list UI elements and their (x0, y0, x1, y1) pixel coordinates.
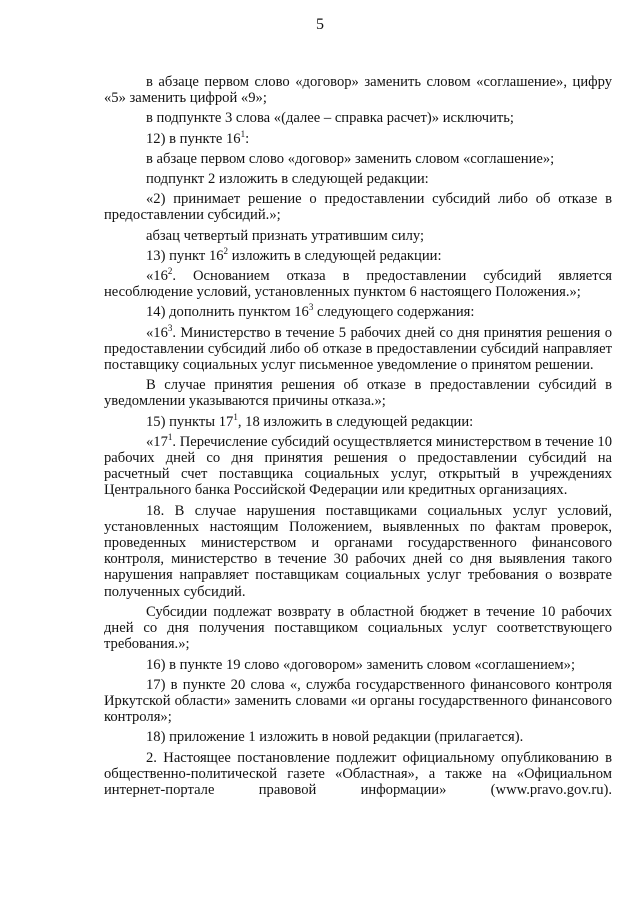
paragraph: 14) дополнить пунктом $16^3$ следующего содержания: (146, 302, 475, 321)
superscript: 1 (233, 411, 238, 422)
paragraph: в абзаце первом слово «договор» заменить словом «соглашение»; (146, 150, 555, 167)
paragraph: в подпункте 3 слова «(далее – справка расчет)» исключить; (146, 110, 514, 127)
paragraph: 2. Настоящее постановление подлежит официальному опубликованию в общественно-политической газете «Областная», а также на «Официальном интернет-портале правовой информации» (www.pravo.gov.ru). (104, 749, 612, 798)
paragraph: «$17^1$. Перечисление субсидий осуществляется министерством в течение 10 рабочих дней со дня принятия решения о предоставлении субсидий на расчетный счет поставщика социальных услуг, открытый в учреждениях Центрального банка Российской Федерации или кредитных организациях. (104, 432, 612, 499)
superscript: 1 (240, 128, 246, 139)
page-number: 5 (316, 16, 324, 33)
paragraph: 13) пункт $16^2$ изложить в следующей редакции: (146, 245, 442, 264)
superscript: 2 (167, 266, 173, 277)
paragraph: «$16^2$. Основанием отказа в предоставлении субсидий является несоблюдение условий, установленных пунктом 6 настоящего Положения.»; (104, 266, 612, 301)
paragraph: «$16^3$. Министерство в течение 5 рабочих дней со дня принятия решения о предоставлении субсидий либо об отказе в предоставлении субсидий направляет поставщику социальных услуг письменное уведомление о принятом решении. (104, 322, 612, 374)
paragraph: Субсидии подлежат возврату в областной бюджет в течение 10 рабочих дней со дня получения поставщиком социальных услуг соответствующего требования.»; (104, 603, 612, 653)
paragraph: подпункт 2 изложить в следующей редакции: (146, 171, 429, 188)
superscript: 1 (167, 432, 173, 442)
superscript: 3 (167, 322, 173, 333)
document-body (104, 74, 612, 802)
paragraph: 15) пункты $17^1$, 18 изложить в следующей редакции: (146, 411, 474, 430)
paragraph: 18) приложение 1 изложить в новой редакции (прилагается). (146, 729, 524, 746)
paragraph: 18. В случае нарушения поставщиками социальных услуг условий, установленных настоящим Положением, выявленных по фактам проверок, проведенных министерством и органами государственного финансового контроля, министерство в течение 30 рабочих дней со дня выявления такого нарушения направляет поставщикам социальных услуг требования о возврате полученных субсидий. (104, 502, 612, 600)
superscript: 3 (308, 302, 314, 313)
paragraph: 16) в пункте 19 слово «договором» заменить словом «соглашением»; (146, 656, 575, 673)
paragraph: 17) в пункте 20 слова «, служба государственного финансового контроля Иркутской области» заменить словами «и органы государственного финансового контроля»; (104, 676, 612, 726)
paragraph: В случае принятия решения об отказе в предоставлении субсидий в уведомлении указываются причины отказа.»; (104, 377, 612, 410)
paragraph: 12) в пункте $16^1$: (146, 128, 250, 147)
paragraph: «2) принимает решение о предоставлении субсидий либо об отказе в предоставлении субсидий.»; (104, 191, 612, 224)
paragraph: в абзаце первом слово «договор» заменить словом «соглашение», цифру «5» заменить цифрой «9»; (104, 74, 612, 107)
paragraph: абзац четвертый признать утратившим силу; (146, 227, 425, 244)
superscript: 2 (223, 245, 229, 256)
